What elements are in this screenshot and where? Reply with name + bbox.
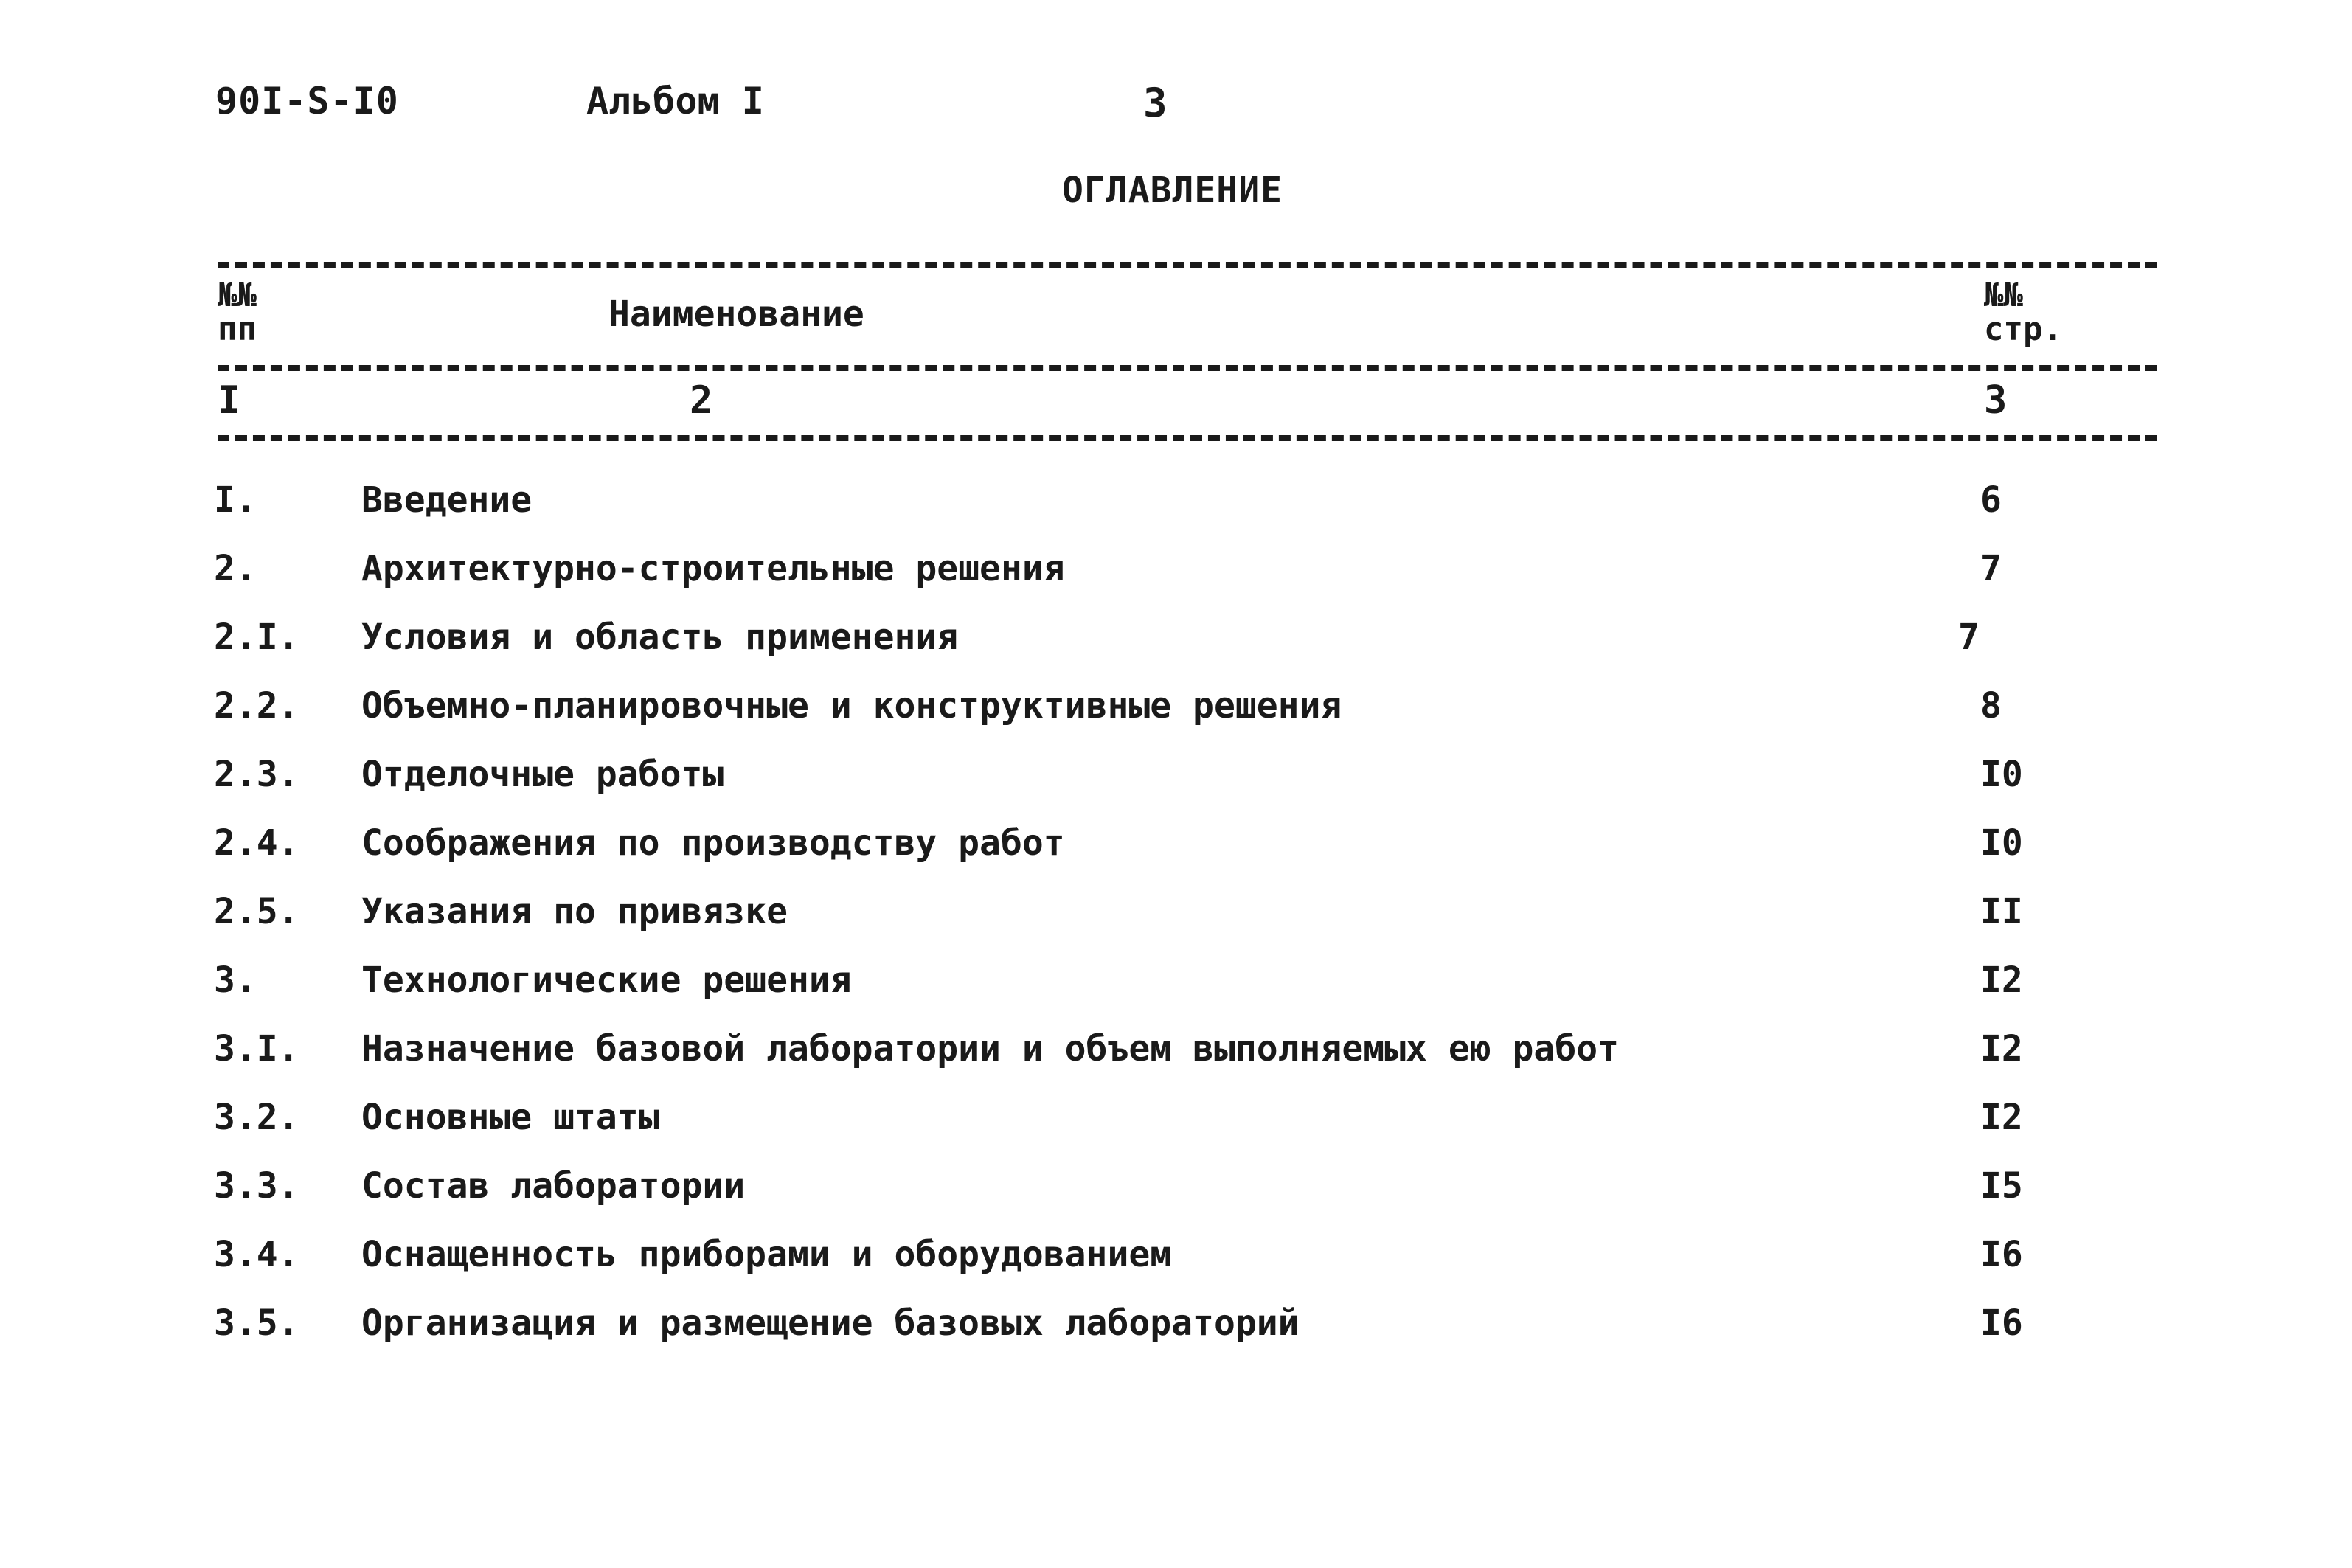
toc-entry-page: 8 [1980,685,2002,726]
table-top-divider [218,262,2157,268]
toc-entry-title: Отделочные работы [361,754,724,795]
column-index-2: 2 [690,378,713,423]
toc-entry-number: 2.5. [214,891,299,932]
toc-entry[interactable] [0,1234,2352,1293]
toc-entry[interactable] [0,960,2352,1019]
column-header-number: №№ пп [218,277,257,348]
document-code: 90I-S-I0 [215,80,399,122]
toc-entry-number: 2.3. [214,754,299,795]
toc-entry[interactable] [0,1097,2352,1156]
toc-entry-title: Организация и размещение базовых лабораторий [361,1302,1300,1344]
toc-entry-title: Состав лаборатории [361,1165,746,1207]
toc-entry-page: I5 [1980,1165,2023,1207]
column-index-3: 3 [1984,378,2008,423]
toc-entry-title: Указания по привязке [361,891,788,932]
toc-entry-number: 3.3. [214,1165,299,1207]
column-header-name: Наименование [608,294,864,335]
album-label: Альбом I [586,80,764,122]
toc-entry-page: I2 [1980,1097,2023,1138]
toc-entry-title: Объемно-планировочные и конструктивные решения [361,685,1342,726]
toc-entry-page: I0 [1980,754,2023,795]
toc-entry-title: Соображения по производству работ [361,822,1065,864]
toc-entry-page: 7 [1958,617,1980,658]
toc-entry-number: I. [214,479,257,521]
toc-entry-number: 2.I. [214,617,299,658]
toc-entry-title: Условия и область применения [361,617,959,658]
toc-entry[interactable] [0,617,2352,676]
toc-entry-number: 2.4. [214,822,299,864]
toc-entry-number: 3.4. [214,1234,299,1275]
toc-entry-number: 3.5. [214,1302,299,1344]
toc-entry-number: 2.2. [214,685,299,726]
toc-entry[interactable] [0,754,2352,813]
toc-entry-page: I6 [1980,1302,2023,1344]
table-header-divider [218,365,2157,371]
toc-entry-page: I6 [1980,1234,2023,1275]
toc-entry-page: I2 [1980,1028,2023,1069]
toc-entry[interactable] [0,685,2352,744]
column-header-page: №№ стр. [1984,277,2062,348]
toc-entry-number: 2. [214,548,257,589]
toc-entry-number: 3.I. [214,1028,299,1069]
toc-entry[interactable] [0,548,2352,607]
toc-entry[interactable] [0,479,2352,538]
toc-entry-page: II [1980,891,2023,932]
table-body-divider [218,435,2157,441]
toc-entry-page: 6 [1980,479,2002,521]
toc-entry-title: Архитектурно-строительные решения [361,548,1065,589]
toc-entry[interactable] [0,822,2352,881]
toc-entry-title: Оснащенность приборами и оборудованием [361,1234,1172,1275]
toc-entry[interactable] [0,891,2352,950]
toc-entry-page: I0 [1980,822,2023,864]
toc-entry-title: Назначение базовой лаборатории и объем выполняемых ею работ [361,1028,1620,1069]
toc-entry-title: Основные штаты [361,1097,660,1138]
toc-entry-page: I2 [1980,960,2023,1001]
page-number: 3 [1143,80,1168,126]
toc-entry[interactable] [0,1028,2352,1087]
page-title: ОГЛАВЛЕНИЕ [1062,170,1283,211]
toc-entry-number: 3. [214,960,257,1001]
toc-entry[interactable] [0,1165,2352,1224]
toc-entry-page: 7 [1980,548,2002,589]
toc-entry[interactable] [0,1302,2352,1361]
column-index-1: I [218,378,241,423]
toc-entry-title: Введение [361,479,533,521]
toc-entry-number: 3.2. [214,1097,299,1138]
toc-entry-title: Технологические решения [361,960,852,1001]
